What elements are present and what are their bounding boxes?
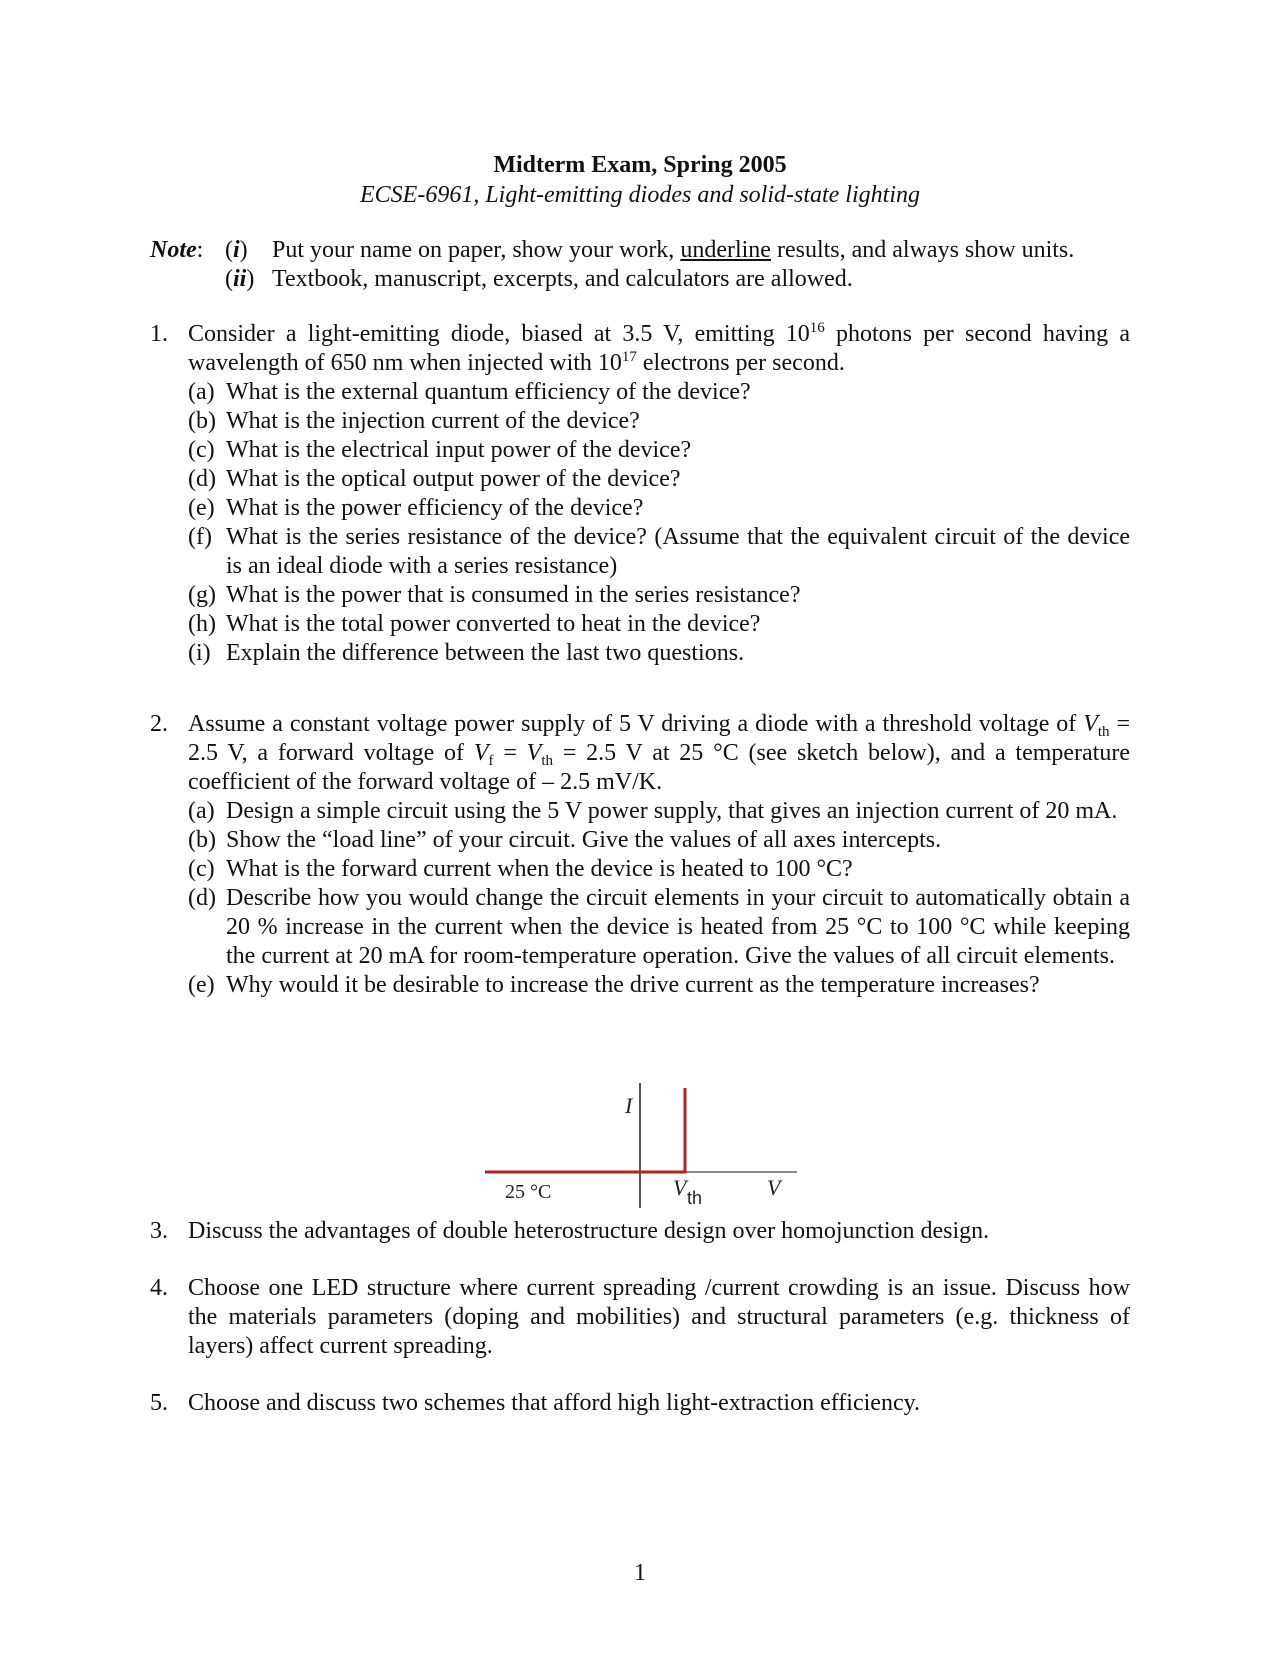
note-text	[272, 265, 853, 294]
note-text-part: Textbook, manuscript, excerpts, and calculators are allowed.	[272, 266, 853, 292]
exponent: 16	[809, 320, 825, 336]
subscript: th	[541, 753, 553, 769]
sub-question-label: (a)	[188, 798, 215, 824]
question-4	[150, 1274, 1130, 1361]
question-5	[150, 1389, 1130, 1418]
sub-question-label: (g)	[188, 582, 216, 608]
sub-question	[188, 610, 1130, 639]
sub-question-label: (e)	[188, 495, 215, 521]
sub-question-text: What is the series resistance of the device? (Assume that the equivalent circuit of the device is an ideal diode with a series resistance)	[226, 524, 1130, 579]
note-label-text: Note	[150, 237, 197, 263]
exam-title: Midterm Exam, Spring 2005	[493, 152, 787, 178]
temperature-label: 25 °C	[505, 1181, 552, 1203]
sub-question-label: (b)	[188, 827, 216, 853]
note-label	[150, 236, 203, 265]
note-row	[150, 236, 1130, 265]
question-3	[150, 1217, 1130, 1246]
question-number: 3.	[150, 1218, 168, 1244]
note-index: (i)	[225, 237, 248, 263]
sub-question-text: Why would it be desirable to increase the drive current as the temperature increases?	[226, 972, 1040, 998]
question-text: Discuss the advantages of double heterostructure design over homojunction design.	[188, 1218, 990, 1244]
question-number: 5.	[150, 1390, 168, 1416]
page-number: 1	[634, 1560, 646, 1586]
stem-text: Consider a light-emitting diode, biased at 3.5 V, emitting 10	[188, 321, 810, 347]
note-row	[150, 265, 1130, 294]
question-number: 2.	[150, 711, 168, 737]
question-body	[188, 1217, 1130, 1246]
sub-question-text: What is the power that is consumed in the series resistance?	[226, 582, 801, 608]
note-underlined-word: underline	[680, 237, 771, 263]
sub-question-text: Describe how you would change the circuit elements in your circuit to automatically obtain a 20 % increase in the current when the device is heated from 25 °C to 100 °C while keeping the current at 20 mA for room-temperature operation. Give the values of all circuit elements.	[226, 885, 1130, 969]
sub-question	[188, 465, 1130, 494]
question-body	[188, 710, 1130, 1000]
sub-question	[188, 407, 1130, 436]
var-v: V	[1083, 711, 1098, 737]
sub-question-label: (h)	[188, 611, 216, 637]
question-stem	[188, 710, 1130, 797]
sub-question-label: (c)	[188, 856, 215, 882]
subscript: f	[488, 753, 494, 769]
question-2	[150, 710, 1130, 1000]
sub-question-text: What is the power efficiency of the device?	[226, 495, 644, 521]
sub-question	[188, 884, 1130, 971]
sub-question-text: What is the total power converted to heat in the device?	[226, 611, 761, 637]
sub-question-label: (e)	[188, 972, 215, 998]
note-colon: :	[196, 237, 204, 263]
stem-text: electrons per second.	[636, 350, 845, 376]
note-text-part: Put your name on paper, show your work,	[272, 237, 681, 263]
note-block	[150, 236, 1130, 294]
sub-question-label: (f)	[188, 524, 212, 550]
subscript: th	[1097, 724, 1110, 740]
sub-question-text: Design a simple circuit using the 5 V power supply, that gives an injection current of 20 mA.	[226, 798, 1118, 824]
question-stem	[188, 320, 1130, 378]
question-body	[188, 1389, 1130, 1418]
sub-question-label: (c)	[188, 437, 215, 463]
var-v: V	[526, 740, 542, 766]
sub-question	[188, 581, 1130, 610]
note-index: (ii)	[225, 266, 255, 292]
sub-question-label: (a)	[188, 379, 215, 405]
note-text-part: results, and always show units.	[770, 237, 1075, 263]
stem-text: Assume a constant voltage power supply of 5 V driving a diode with a threshold voltage of	[188, 711, 1084, 737]
vth-subscript: th	[687, 1188, 703, 1208]
sub-question-text: Explain the difference between the last two questions.	[226, 640, 745, 666]
sub-question-label: (d)	[188, 466, 216, 492]
note-text	[272, 236, 1074, 265]
exponent: 17	[621, 349, 637, 365]
stem-text: photons per second having a wavelength of 650 nm when injected with 10	[188, 321, 1130, 376]
note-index-text: i	[233, 237, 240, 263]
var-v: V	[473, 740, 489, 766]
stem-text: = 2.5 V at 25 °C (see sketch below), and a temperature coefficient of the forward voltage of – 2.5 mV/K.	[188, 740, 1130, 795]
sub-question	[188, 378, 1130, 407]
question-number: 4.	[150, 1275, 168, 1301]
question-text: Choose one LED structure where current spreading /current crowding is an issue. Discuss how the materials parameters (doping and mobilities) and structural parameters (e.g. thickness of layers) affect current spreading.	[188, 1275, 1130, 1359]
sub-question	[188, 855, 1130, 884]
question-text: Choose and discuss two schemes that afford high light-extraction efficiency.	[188, 1390, 921, 1416]
note-index-text: ii	[233, 266, 247, 292]
sub-question-text: What is the forward current when the device is heated to 100 °C?	[226, 856, 853, 882]
sub-question-label: (i)	[188, 640, 211, 666]
sub-question-text: What is the optical output power of the device?	[226, 466, 681, 492]
vth-label: V	[673, 1175, 687, 1200]
iv-sketch	[485, 1083, 797, 1213]
exam-header	[0, 150, 1280, 210]
question-body	[188, 1274, 1130, 1361]
sub-question	[188, 826, 1130, 855]
sub-question-text: What is the electrical input power of the device?	[226, 437, 692, 463]
sub-question-text: Show the “load line” of your circuit. Give the values of all axes intercepts.	[226, 827, 942, 853]
sub-question	[188, 971, 1130, 1000]
question-1	[150, 320, 1130, 668]
stem-text: = 2.5 V, a forward voltage of	[188, 711, 1130, 766]
iv-curve	[485, 1088, 685, 1172]
question-number: 1.	[150, 321, 168, 347]
sub-question-label: (b)	[188, 408, 216, 434]
sub-question	[188, 797, 1130, 826]
sub-question	[188, 523, 1130, 581]
sub-question-label: (d)	[188, 885, 216, 911]
sub-question	[188, 639, 1130, 668]
stem-text: =	[493, 740, 527, 766]
sub-question-text: What is the external quantum efficiency of the device?	[226, 379, 751, 405]
sub-question	[188, 436, 1130, 465]
sub-question-text: What is the injection current of the device?	[226, 408, 640, 434]
axis-label-v: V	[767, 1175, 781, 1200]
course-subtitle: ECSE-6961, Light-emitting diodes and solid-state lighting	[360, 182, 920, 208]
question-body	[188, 320, 1130, 668]
sub-question	[188, 494, 1130, 523]
axis-label-i: I	[625, 1093, 633, 1118]
iv-sketch-svg	[485, 1083, 797, 1213]
